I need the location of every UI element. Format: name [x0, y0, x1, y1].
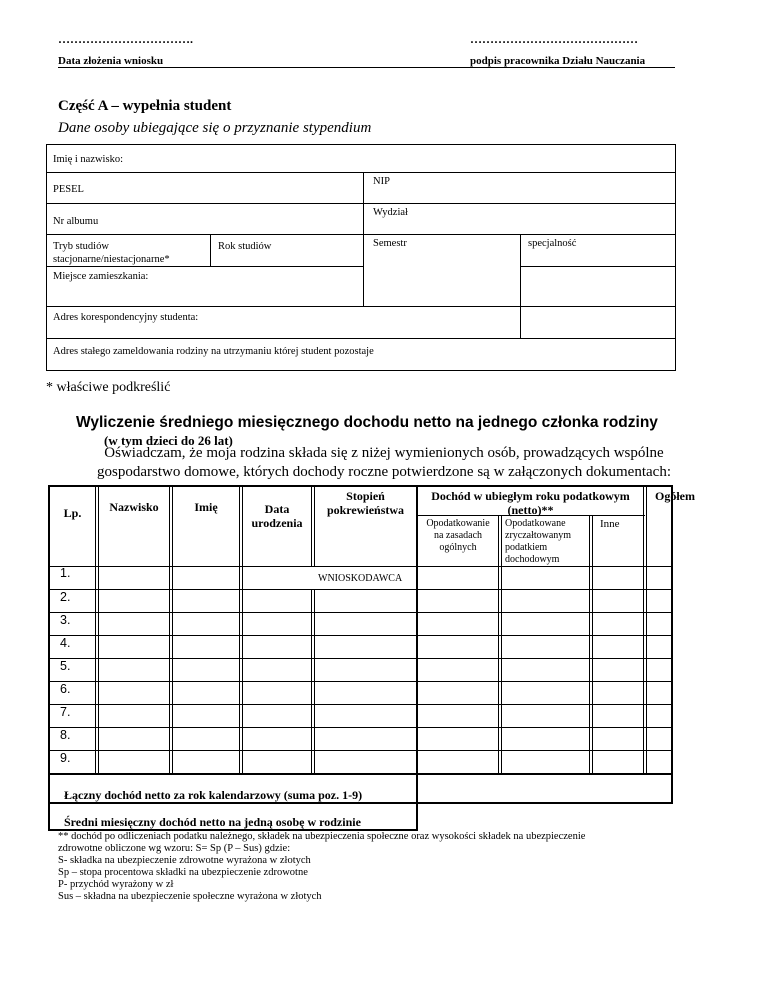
col-lp-header: Lp. — [63, 506, 82, 520]
row-number: 7. — [60, 705, 71, 719]
income-subtitle: (w tym dzieci do 26 lat) — [104, 433, 233, 448]
col-birth-header: Data urodzenia — [251, 502, 303, 530]
row-number: 3. — [60, 613, 71, 627]
row-number: 5. — [60, 659, 71, 673]
study-mode-label: Tryb studiów stacjonarne/niestacjonarne* — [53, 241, 170, 265]
sum-label: Łączny dochód netto za rok kalendarzowy (suma poz. 1-9) — [64, 788, 363, 802]
row-number: 4. — [60, 636, 71, 650]
part-a-subtitle: Dane osoby ubiegające się o przyznanie stypendium — [58, 120, 372, 136]
signature-label: podpis pracownika Działu Nauczania — [470, 55, 646, 67]
col-name-header: Imię — [194, 500, 218, 514]
income-title: Wyliczenie średniego miesięcznego dochodu netto na jednego członka rodziny — [76, 414, 658, 431]
date-dots: ……………………………. — [58, 32, 193, 46]
nip-field[interactable]: NIP — [373, 176, 390, 187]
col-total-header: Ogółem — [655, 489, 695, 503]
footnote-6: Sus – składna na ubezpieczenie społeczne wyrażona w złotych — [58, 891, 322, 902]
family-address-field[interactable]: Adres stałego zameldowania rodziny na utrzymaniu której student pozostaje — [53, 346, 374, 357]
average-label: Średni miesięczny dochód netto na jedną osobę w rodzinie — [64, 815, 361, 829]
col-income-header: Dochód w ubiegłym roku podatkowym (netto)** — [431, 489, 630, 517]
applicant-label: WNIOSKODAWCA — [318, 573, 403, 584]
sub-flat-header: Opodatkowane zryczałtowanym podatkiem dochodowym — [505, 518, 572, 565]
pesel-field[interactable]: PESEL — [53, 184, 84, 195]
row-number: 9. — [60, 751, 71, 765]
footnote-4: Sp – stopa procentowa składki na ubezpieczenie zdrowotne — [58, 867, 308, 878]
footnote-3: S- składka na ubezpieczenie zdrowotne wyrażona w złotych — [58, 855, 311, 866]
footnote-2: zdrowotne obliczone wg wzoru: S= Sp (P – Sus) gdzie: — [58, 843, 291, 854]
declaration-text: Oświadczam, że moja rodzina składa się z niżej wymienionych osób, prowadzących wspólne gospodarstwo domowe, których dochody roczne potwierdzone są w załączonych dokumentach: — [97, 445, 671, 480]
col-surname-header: Nazwisko — [109, 500, 159, 514]
date-label: Data złożenia wniosku — [58, 55, 164, 67]
row-number: 8. — [60, 728, 71, 742]
col-relation-header: Stopień pokrewieństwa — [326, 489, 405, 517]
signature-dots: …………………………………… — [470, 32, 638, 46]
residence-field[interactable]: Miejsce zamieszkania: — [53, 271, 149, 282]
faculty-field[interactable]: Wydział — [373, 207, 408, 218]
name-field[interactable]: Imię i nazwisko: — [53, 154, 123, 165]
part-a-title: Część A – wypełnia student — [58, 98, 232, 114]
correspondence-address-field[interactable]: Adres korespondencyjny studenta: — [53, 312, 199, 323]
row-number: 6. — [60, 682, 71, 696]
sub-other-header: Inne — [600, 518, 620, 530]
album-number-field[interactable]: Nr albumu — [53, 216, 99, 227]
row-number: 2. — [60, 590, 71, 604]
semester-field[interactable]: Semestr — [373, 238, 407, 249]
study-year-field[interactable]: Rok studiów — [218, 241, 272, 252]
row-number: 1. — [60, 566, 71, 580]
footnote-5: P- przychód wyrażony w zł — [58, 879, 174, 890]
underline-note: * właściwe podkreślić — [46, 380, 171, 395]
header-line — [58, 67, 675, 68]
sub-general-header: Opodatkowanie na zasadach ogólnych — [426, 518, 490, 553]
footnote-1: ** dochód po odliczeniach podatku należnego, składek na ubezpieczenia społeczne oraz wysokości składek na ubezpieczenie — [58, 831, 586, 842]
specialty-field[interactable]: specjalność — [528, 238, 577, 249]
